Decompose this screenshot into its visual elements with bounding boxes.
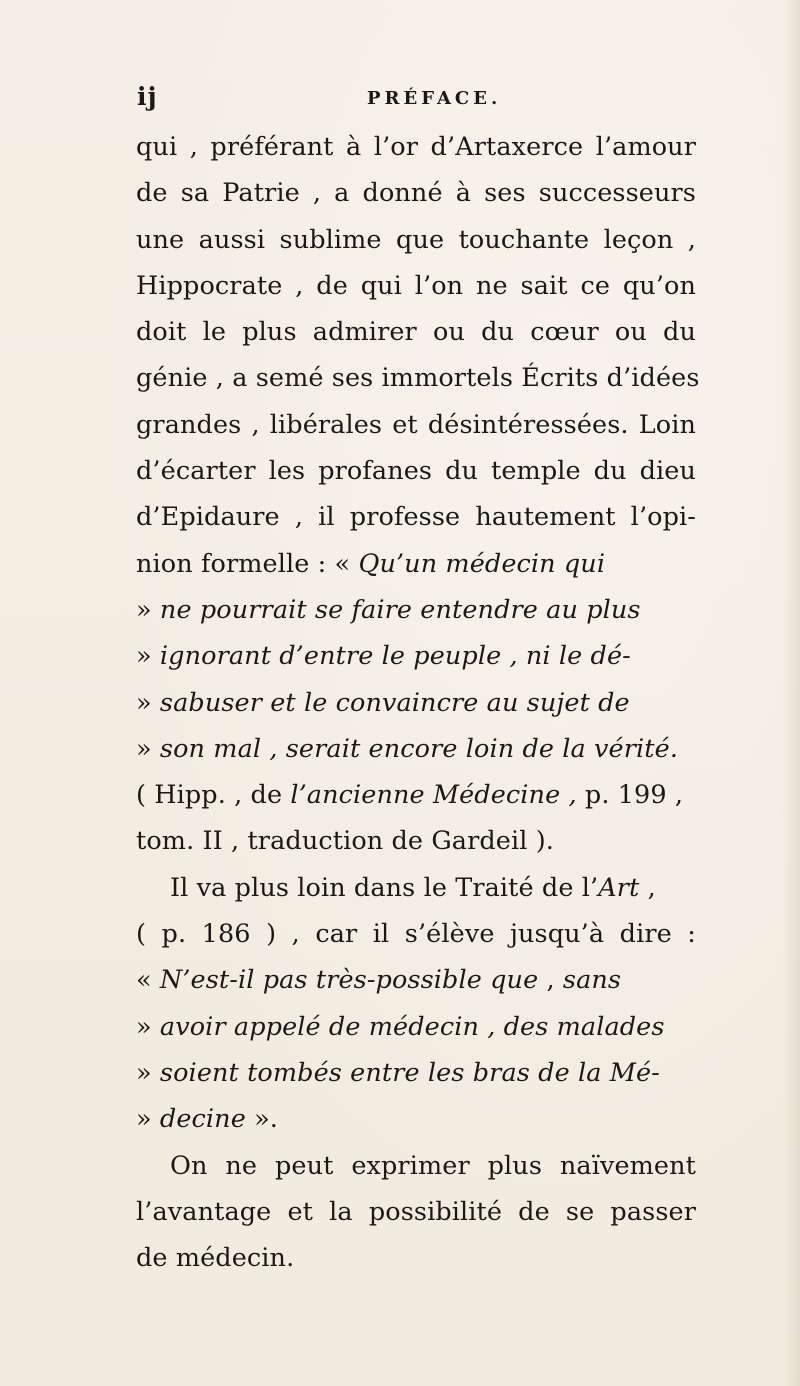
quote-italic: N’est-il pas très-possible que — [159, 965, 539, 996]
text-roman: , — [639, 872, 656, 903]
quote-mark: » — [136, 1011, 160, 1042]
page-header — [127, 82, 687, 122]
text-line: ( p. 186 ) , car il s’élève jusqu’à dire : — [136, 919, 696, 950]
quote-mark: » — [136, 1057, 160, 1088]
quote-italic: ignorant d’entre le peuple , ni le dé- — [159, 641, 631, 672]
text-line: Hippocrate , de qui l’on ne sait ce qu’on — [136, 270, 696, 301]
text-line — [136, 957, 696, 1003]
text-line: qui , préférant à l’or d’Artaxerce l’amour — [136, 132, 696, 162]
text-line: doit le plus admirer ou du cœur ou du — [136, 317, 696, 348]
text-roman: Il va plus loin dans le Traité de l’ — [170, 872, 599, 903]
text-line — [136, 772, 696, 818]
text-line — [136, 1096, 696, 1142]
text-line: grandes , libérales et désintéressées. Loin — [136, 409, 696, 440]
text-line: On ne peut exprimer plus naïvement — [170, 1150, 696, 1181]
text-roman: p. 199 , — [576, 780, 684, 811]
running-title: PRÉFACE. — [367, 88, 502, 109]
text-line: de sa Patrie , a donné à ses successeurs — [136, 178, 696, 209]
body-text — [136, 124, 700, 1281]
text-line — [136, 726, 696, 772]
quote-mark: » — [136, 641, 160, 672]
quote-italic: avoir appelé de médecin , des malades — [159, 1011, 665, 1042]
text-line: génie , a semé ses immortels Écrits d’idées — [136, 363, 700, 394]
quote-italic: sans — [562, 965, 622, 996]
work-title-italic: l’ancienne Médecine , — [290, 780, 577, 811]
text-line — [136, 1050, 696, 1096]
text-line: de médecin. — [136, 1243, 295, 1274]
text-line — [136, 865, 696, 911]
text-line — [136, 680, 696, 726]
page-edge-shadow — [782, 0, 800, 1386]
quote-mark: « — [136, 965, 160, 996]
page-number: ij — [137, 82, 158, 111]
text-line: d’Epidaure , il professe hautement l’opi- — [136, 502, 696, 533]
text-roman: , — [538, 965, 563, 996]
quote-italic: son mal , serait encore loin de la vérité. — [159, 733, 679, 764]
text-line: tom. II , traduction de Gardeil ). — [136, 826, 554, 857]
text-line — [136, 587, 696, 633]
text-line — [136, 633, 696, 679]
text-line: une aussi sublime que touchante leçon , — [136, 224, 696, 255]
quote-mark: » — [136, 687, 160, 718]
quote-italic: sabuser et le convaincre au sujet de — [159, 687, 630, 718]
work-title-italic: Art — [598, 872, 640, 903]
text-roman: ( Hipp. , de — [136, 780, 291, 811]
text-line — [136, 1004, 696, 1050]
quote-italic: soient tombés entre les bras de la Mé- — [159, 1057, 660, 1088]
quote-mark: ». — [245, 1104, 279, 1135]
quote-italic: Qu’un médecin qui — [358, 548, 606, 579]
quote-mark: » — [136, 733, 160, 764]
quote-mark: » — [136, 594, 160, 625]
quote-italic: decine — [159, 1104, 246, 1135]
text-roman: nion formelle : « — [136, 548, 359, 579]
quote-italic: ne pourrait se faire entendre au plus — [159, 594, 641, 625]
text-line: l’avantage et la possibilité de se passer — [136, 1196, 696, 1227]
text-line — [136, 541, 696, 587]
quote-mark: » — [136, 1104, 160, 1135]
text-line: d’écarter les profanes du temple du dieu — [136, 456, 696, 487]
